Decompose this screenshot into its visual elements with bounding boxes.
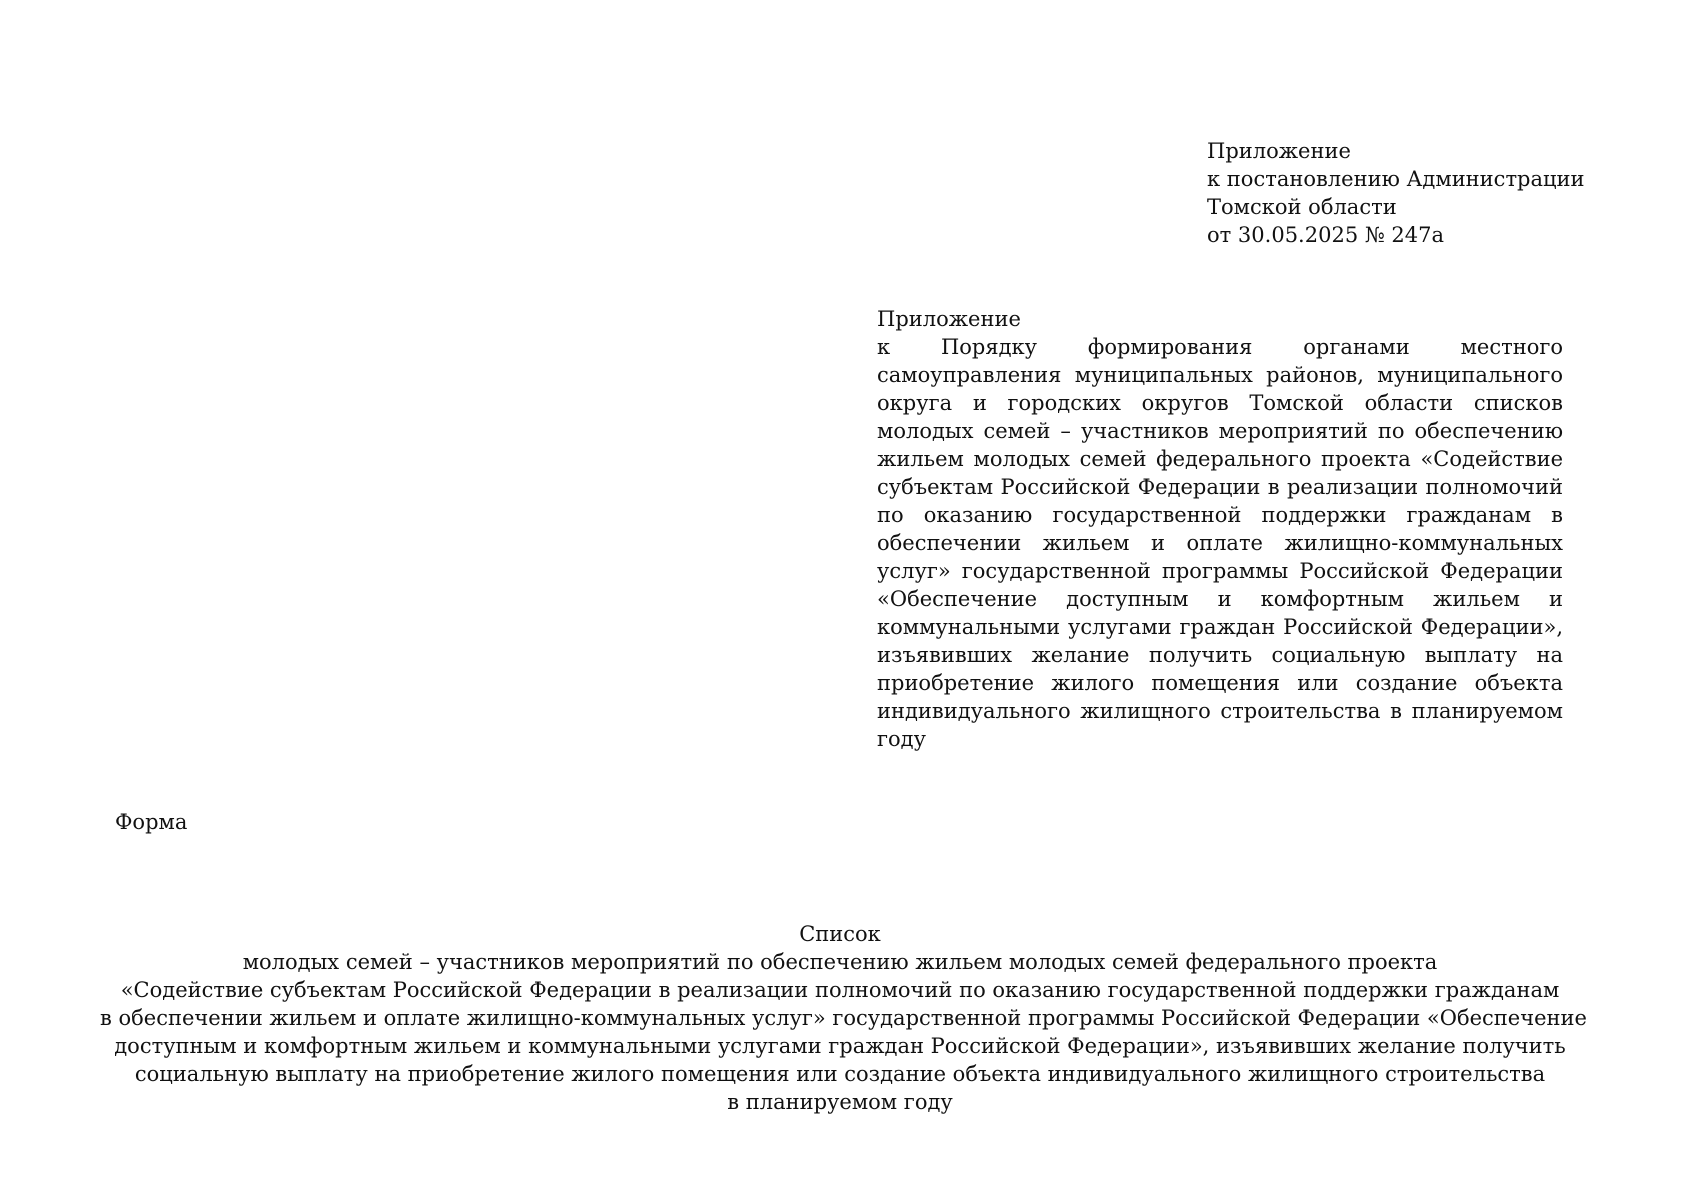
form-label: Форма (115, 810, 188, 834)
list-title-line: социальную выплату на приобретение жилого помещения или создание объекта индивидуального жилищного строительства (134, 1062, 1546, 1086)
annex-block (877, 305, 1563, 753)
list-title-line: молодых семей – участников мероприятий по обеспечению жильем молодых семей федерального проекта (242, 950, 1438, 974)
approval-line-1: Приложение (1207, 139, 1351, 163)
annex-body: к Порядку формирования органами местного самоуправления муниципальных районов, муниципального округа и городских округов Томской области списков молодых семей – участников мероприятий по обеспечению жильем молодых семей федерального проекта «Содействие субъектам Российской Федерации в реализации полномочий по оказанию государственной поддержки гражданам в обеспечении жильем и оплате жилищно-коммунальных услуг» государственной программы Российской Федерации «Обеспечение доступным и комфортным жильем и коммунальными услугами граждан Российской Федерации», изъявивших желание получить социальную выплату на приобретение жилого помещения или создание объекта индивидуального жилищного строительства в планируемом году (877, 335, 1563, 751)
list-title-line: в планируемом году (727, 1090, 953, 1114)
annex-title: Приложение (877, 307, 1021, 331)
approval-line-2: к постановлению Администрации (1207, 167, 1585, 191)
approval-block (1207, 137, 1587, 249)
list-title-line: «Содействие субъектам Российской Федерации в реализации полномочий по оказанию государственной поддержки гражданам (120, 978, 1560, 1002)
list-heading: Список (799, 922, 881, 946)
list-title-line: доступным и комфортным жильем и коммунальными услугами граждан Российской Федерации», изъявивших желание получить (114, 1034, 1566, 1058)
list-title-line: в обеспечении жильем и оплате жилищно-коммунальных услуг» государственной программы Российской Федерации «Обеспечение (100, 1006, 1587, 1030)
approval-line-4: от 30.05.2025 № 247а (1207, 223, 1444, 247)
approval-line-3: Томской области (1207, 195, 1397, 219)
list-title-block (100, 920, 1587, 1116)
